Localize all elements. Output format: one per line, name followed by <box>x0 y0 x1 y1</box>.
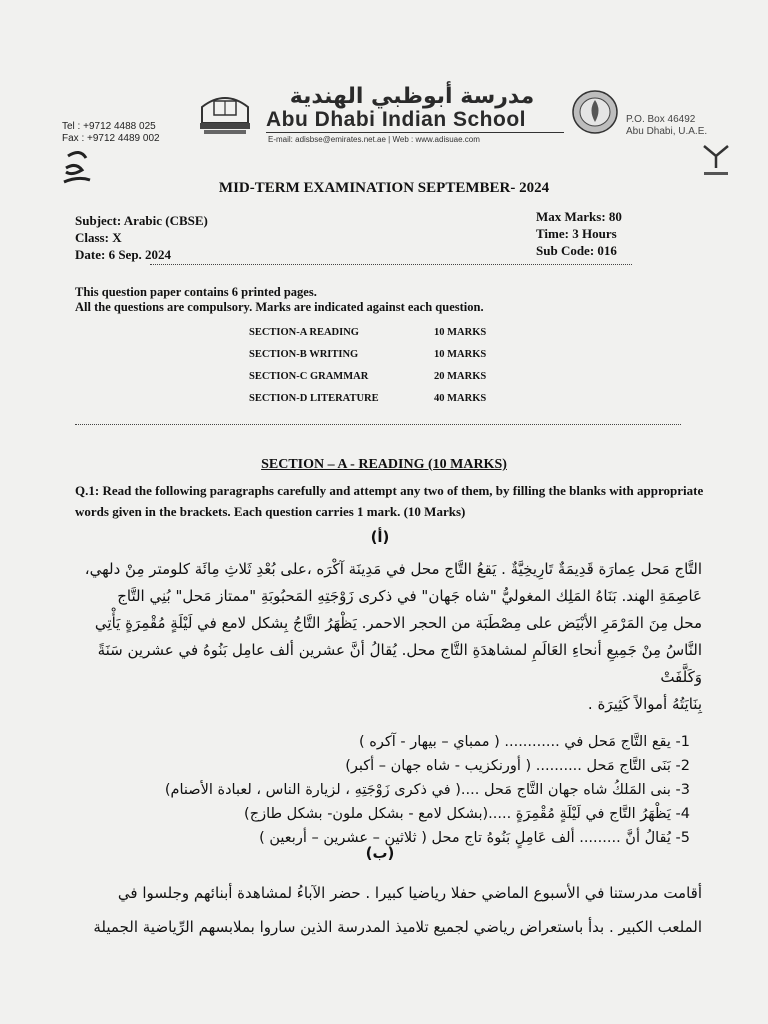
fill-blank-item: 1- يقع التَّاج مَحل في ............ ( ممباي – بيهار - آكره ) <box>358 734 690 750</box>
time-text: Time: 3 Hours <box>536 226 617 241</box>
school-emblem-icon <box>570 88 620 136</box>
passage-line: الملعب الكبير . بدأ باستعراض رياضي لجميع تلاميذ المدرسة الذين ساروا بملابسهم الرِّياضية الجميلة <box>93 918 702 936</box>
fax-text: Fax : +9712 4489 002 <box>62 133 160 144</box>
section-name: SECTION-C GRAMMAR <box>249 371 369 382</box>
passage-a <box>62 556 702 718</box>
subject-text: Subject: Arabic (CBSE) <box>75 213 208 228</box>
exam-title: MID-TERM EXAMINATION SEPTEMBER- 2024 <box>218 180 550 196</box>
sections-dotted-rule <box>75 424 681 425</box>
passage-a-items <box>100 730 690 850</box>
passage-a-label: (أ) <box>370 528 390 546</box>
class-text: Class: X <box>75 230 122 245</box>
school-name-arabic: مدرسة أبوظبي الهندية <box>289 84 535 109</box>
sections-table <box>249 327 509 415</box>
section-row <box>249 393 509 415</box>
exam-meta-left <box>75 212 208 263</box>
sub-code-text: Sub Code: 016 <box>536 243 617 258</box>
section-row <box>249 349 509 371</box>
address-block <box>626 114 707 138</box>
passage-line: محل مِنَ المَرْمَرِ الأبْيَض على مِصْطَبَة من الحجر الاحمر. يَظْهَرُ التَّاجُ بِشكل لامع في لَيْلَةٍ مُقْمِرَةٍ يَأْتِي <box>94 614 702 632</box>
passage-b <box>62 876 702 944</box>
passage-line: بِنَايَتُهُ أموالاً كَثِيرَة . <box>587 695 702 713</box>
tel-text: Tel : +9712 4488 025 <box>62 121 156 132</box>
contact-block <box>62 121 160 145</box>
school-email-web: E-mail: adisbse@emirates.net.ae | Web : www.adisuae.com <box>268 135 480 144</box>
school-crest-icon <box>196 87 254 137</box>
question-1-text: Q.1: Read the following paragraphs carefully and attempt any two of them, by filling the blanks with appropriate words given in the brackets. Each question carries 1 mark. (10 Marks) <box>75 483 704 519</box>
section-marks: 20 MARKS <box>434 371 487 382</box>
section-row <box>249 327 509 349</box>
section-name: SECTION-B WRITING <box>249 349 359 360</box>
identity-logo-icon <box>698 140 734 182</box>
section-name: SECTION-D LITERATURE <box>249 393 379 404</box>
instruction-pages: This question paper contains 6 printed pages. <box>75 285 317 299</box>
exam-meta-right <box>536 208 622 259</box>
passage-line: عَاصِمَةِ الهند. بَنَاهُ المَلِك المغوليُّ "شاه جَهان" في ذكرى زَوْجَتِهِ المَحبُوبَةِ "ممتاز مَحل" بُنِي التَّاج <box>117 587 702 605</box>
meta-dotted-rule <box>150 264 632 265</box>
section-marks: 40 MARKS <box>434 393 487 404</box>
school-name-english: Abu Dhabi Indian School <box>266 108 526 131</box>
header-rule <box>266 132 564 133</box>
date-text: Date: 6 Sep. 2024 <box>75 247 172 262</box>
fill-blank-item: 5- يُقالُ أنَّ ......... ألف عَامِلٍ بَنُوهُ تاج محل ( ثلاثين – عشرين – أربعين ) <box>259 830 690 846</box>
section-a-title: SECTION – A - READING (10 MARKS) <box>261 457 507 472</box>
city-text: Abu Dhabi, U.A.E. <box>626 126 708 137</box>
section-marks: 10 MARKS <box>434 327 487 338</box>
section-marks: 10 MARKS <box>434 349 487 360</box>
passage-line: أقامت مدرستنا في الأسبوع الماضي حفلا رياضيا كبيرا . حضر الآباءُ لمشاهدة أبنائهم وجلسوا في <box>117 884 702 902</box>
max-marks-text: Max Marks: 80 <box>536 209 622 224</box>
fill-blank-item: 4- يَظْهَرُ التَّاج في لَيْلَةٍ مُقْمِرَةٍ .....(بشكل لامع - بشكل ملون- بشكل طازج) <box>244 806 690 822</box>
po-box-text: P.O. Box 46492 <box>626 114 696 125</box>
passage-b-label: (ب) <box>365 844 395 862</box>
instruction-compulsory: All the questions are compulsory. Marks are indicated against each question. <box>75 300 484 314</box>
section-row <box>249 371 509 393</box>
instructions-block <box>75 285 484 315</box>
section-name: SECTION-A READING <box>249 327 359 338</box>
fill-blank-item: 3- بنى المَلكُ شاه جهان التَّاج مَحل ....( في ذكرى زَوْجَتِهِ ، لزيارة الناس ، لعبادة الأصنام) <box>164 782 690 798</box>
passage-line: التَّاج مَحل عِمارَة قَدِيمَةٌ تَارِيخِيَّةٌ . يَقعُ التَّاج محل في مَدِينَة آكْرَه ،على بُعْدِ ثَلاثِ مِائَة كلومتر مِنْ دلهي، <box>84 560 702 578</box>
fill-blank-item: 2- بَنَى التَّاج مَحل .......... ( أورنكزيب - شاه جهان – أكبر) <box>345 758 690 774</box>
passage-line: النَّاسُ مِنْ جَمِيعِ أنحاءِ العَالَمِ لمشاهدَةِ التَّاج محل. يُقالُ أنَّ عشرين ألف عامِل بَنُوهُ في عشرين سَنَةً وَكَلَّفَتْ <box>97 641 702 686</box>
